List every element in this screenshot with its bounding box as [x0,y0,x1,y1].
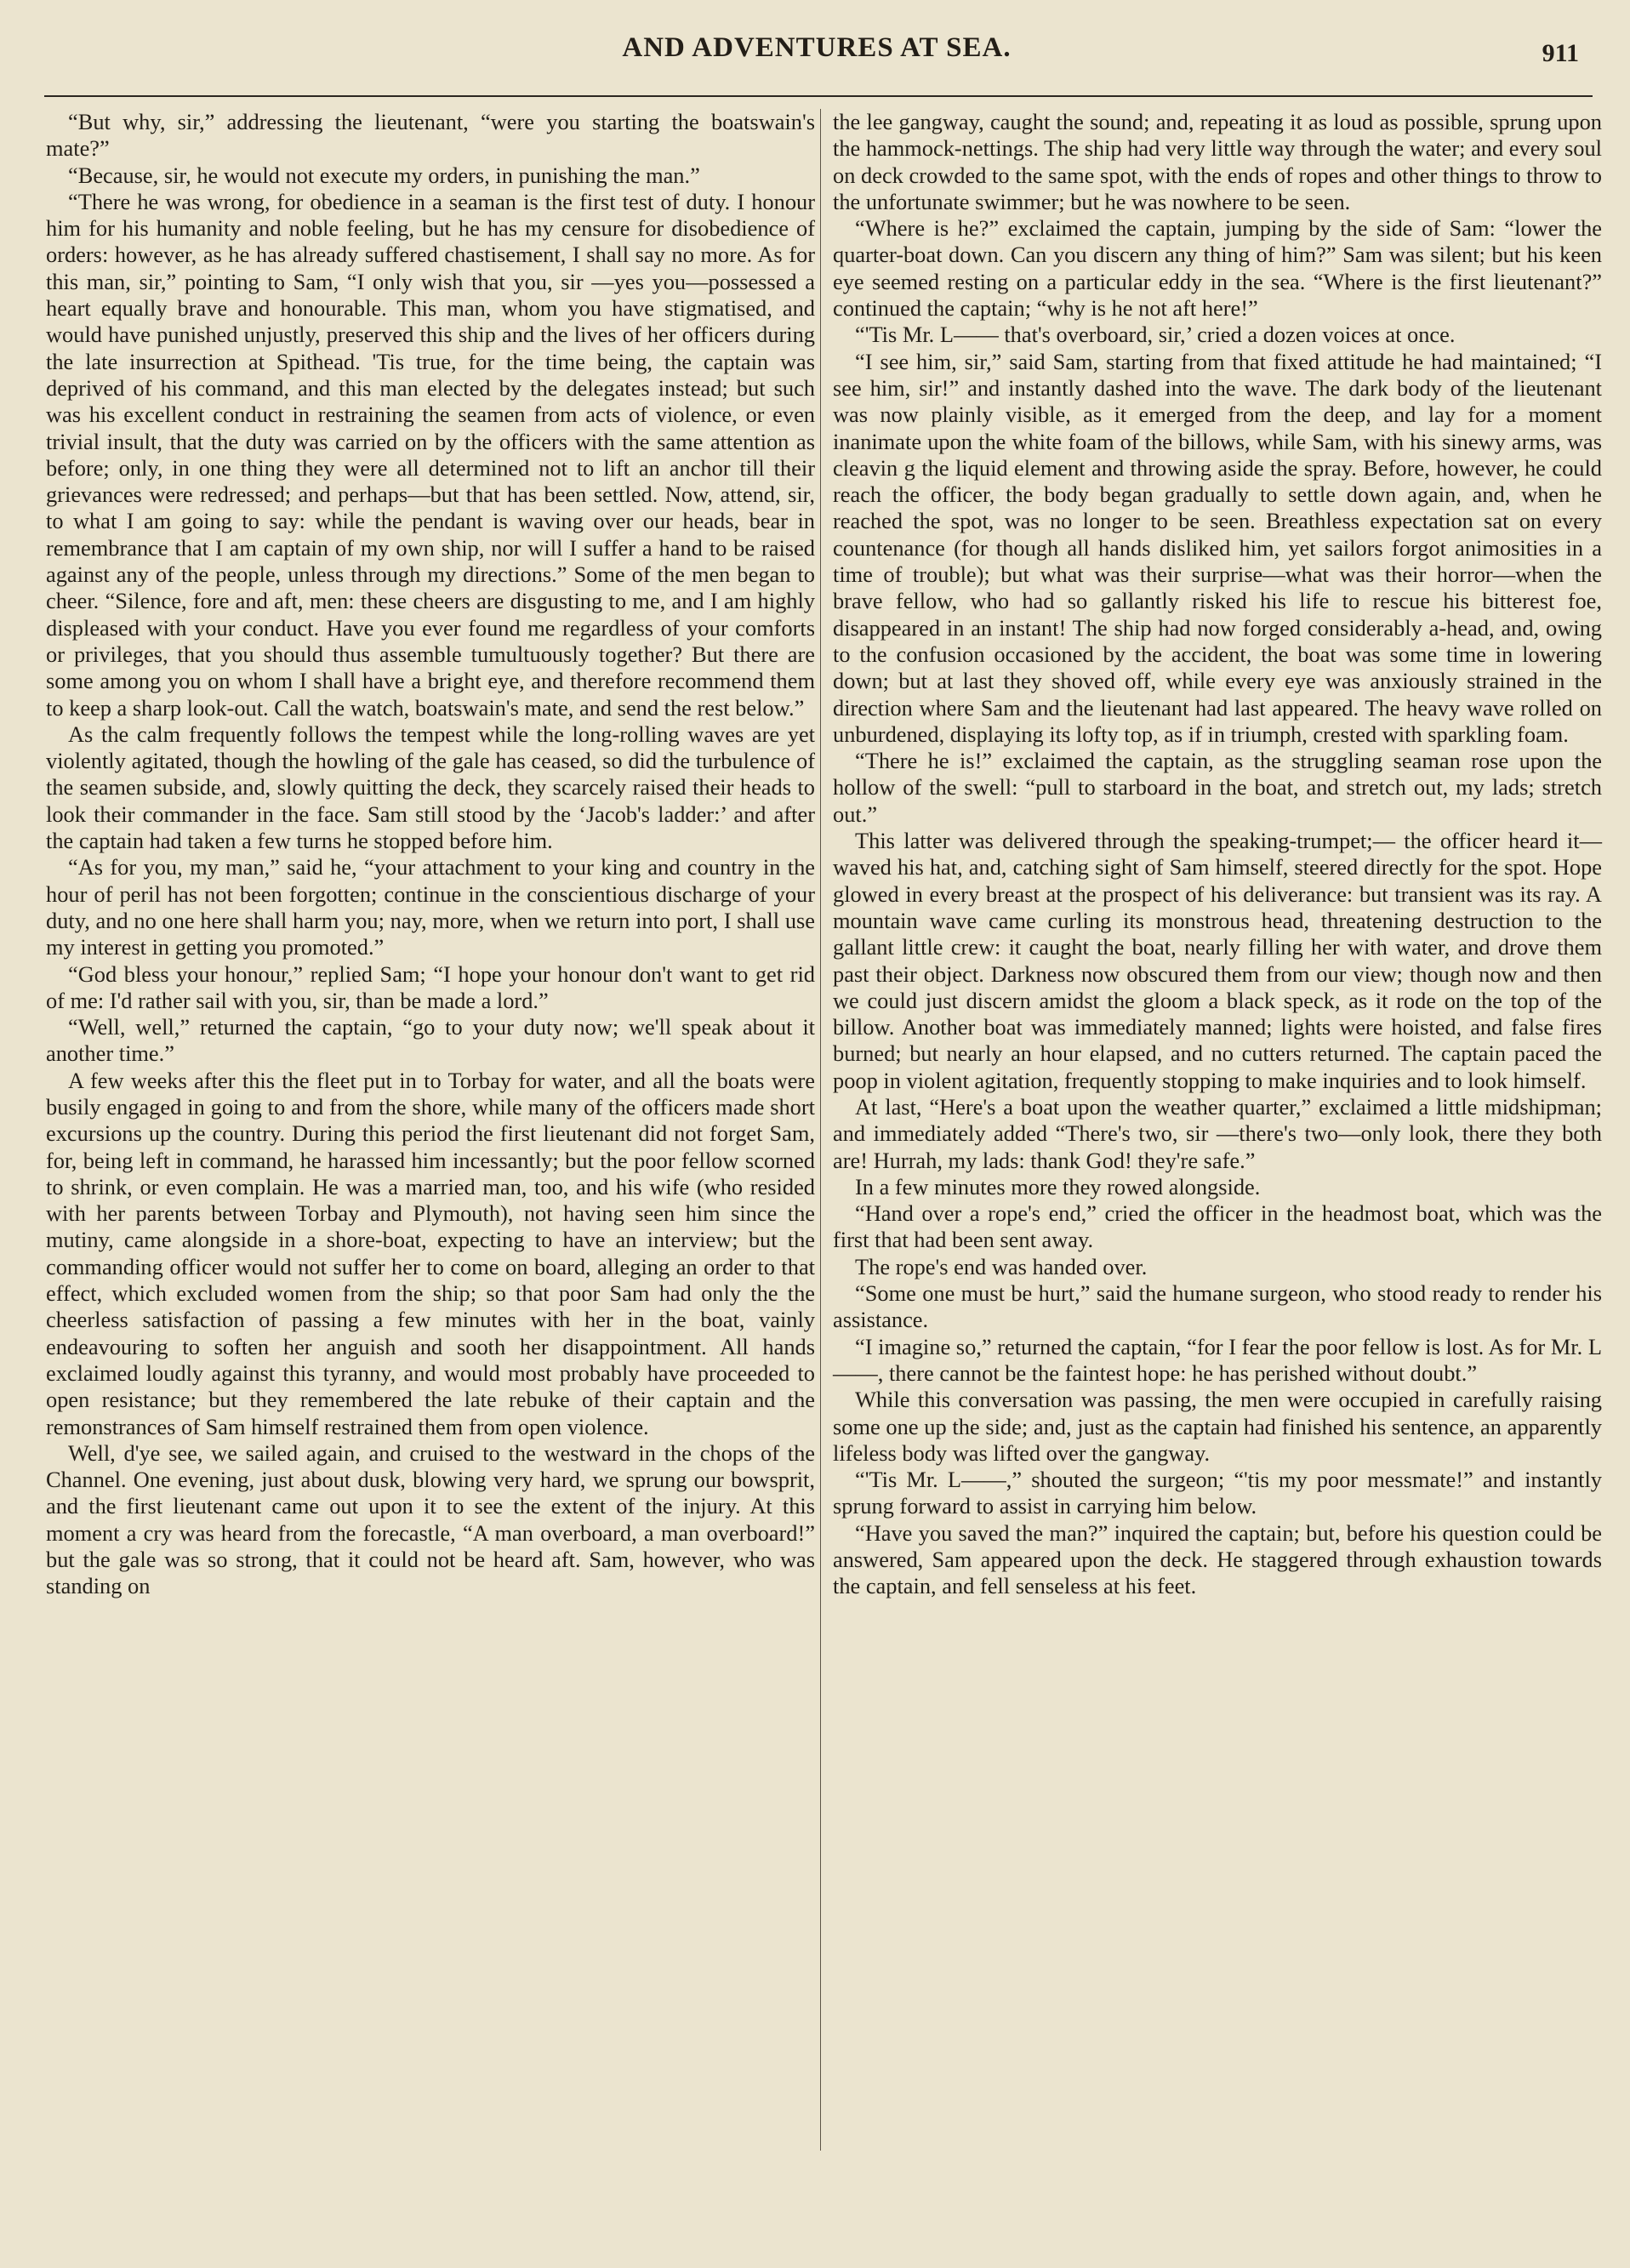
paragraph: “Because, sir, he would not execute my orders, in punishing the man.” [68,162,700,188]
paragraph: “There he was wrong, for obedience in a seaman is the first test of duty. I honour him for his humanity and noble feeling, but he has my censure for disobedience of orders: however, as he has already suffered chastisement, I shall say no more. As for this man, sir,” pointing to Sam, “I only wish that you, sir —yes you—possessed a heart equally brave and honourable. This man, whom you have stigmatised, and would have punished unjustly, preserved this ship and the lives of her officers during the late insurrection at Spithead. 'Tis true, for the time being, the captain was deprived of his command, and this man elected by the delegates instead; but such was his excellent conduct in restraining the seamen from acts of violence, or even trivial insult, that the duty was carried on by the officers with the same attention as before; only, in one thing they were all determined not to lift an anchor till their grievances were redressed; and perhaps—but that has been settled. Now, attend, sir, to what I am going to say: while the pendant is waving over our heads, bear in remembrance that I am captain of my own ship, nor will I suffer a hand to be raised against any of the people, unless through my directions.” Some of the men began to cheer. “Silence, fore and aft, men: these cheers are disgusting to me, and I am highly displeased with your conduct. Have you ever found me regardless of your comforts or privileges, that you should thus assemble tumultuously together? But there are some among you on whom I shall have a bright eye, and therefore recommend them to keep a sharp look-out. Call the watch, boatswain's mate, and send the rest below.” [46,188,815,721]
paragraph: While this conversation was passing, the men were occupied in carefully raising some one up the side; and, just as the captain had finished his sentence, an apparently lifeless body was lifted over the gangway. [833,1387,1602,1466]
paragraph-continued: the lee gangway, caught the sound; and, repeating it as loud as possible, sprung upon the hammock-nettings. The ship had very little way through the water; and every soul on deck crowded to the same spot, with the ends of ropes and other things to throw to the unfortunate swimmer; but he was nowhere to be seen. [833,109,1602,214]
left-column [46,109,815,1600]
paragraph: “Some one must be hurt,” said the humane surgeon, who stood ready to render his assistance. [833,1280,1602,1333]
paragraph: In a few minutes more they rowed alongside. [855,1173,1261,1200]
paragraph: “Hand over a rope's end,” cried the officer in the headmost boat, which was the first that had been sent away. [833,1200,1602,1253]
paragraph: “'Tis Mr. L——,” shouted the surgeon; “'tis my poor messmate!” and instantly sprung forward to assist in carrying him below. [833,1467,1602,1519]
paragraph: A few weeks after this the fleet put in to Torbay for water, and all the boats were busily engaged in going to and from the shore, while many of the officers made short excursions up the country. During this period the first lieutenant did not forget Sam, for, being left in command, he harassed him incessantly; but the poor fellow scorned to shrink, or even complain. He was a married man, too, and his wife (who resided with her parents between Torbay and Plymouth), not having seen him since the mutiny, came alongside in a shore-boat, expecting to have an interview; but the commanding officer would not suffer her to come on board, alleging an order to that effect, which excluded women from the ship; so that poor Sam had only the the cheerless satisfaction of passing a few minutes with her in the boat, vainly endeavouring to soften her anguish and sooth her disappointment. All hands exclaimed loudly against this tyranny, and would most probably have proceeded to open resistance; but they remembered the late rebuke of their captain and the remonstrances of Sam himself restrained them from open violence. [46,1067,815,1439]
paragraph: As the calm frequently follows the tempest while the long-rolling waves are yet violently agitated, though the howling of the gale has ceased, so did the turbulence of the seamen subside, and, slowly quitting the deck, they scarcely raised their heads to look their commander in the face. Sam still stood by the ‘Jacob's ladder:’ and after the captain had taken a few turns he stopped before him. [46,721,815,854]
paragraph: At last, “Here's a boat upon the weather quarter,” exclaimed a little midshipman; and immediately added “There's two, sir —there's two—only look, there they both are! Hurrah, my lads: thank God! they're safe.” [833,1093,1602,1173]
paragraph: “There he is!” exclaimed the captain, as the struggling seaman rose upon the hollow of the swell: “pull to starboard in the boat, and stretch out, my lads; stretch out.” [833,748,1602,827]
right-column [833,109,1602,1600]
paragraph: This latter was delivered through the speaking-trumpet;— the officer heard it—waved his hat, and, catching sight of Sam himself, steered directly for the spot. Hope glowed in every breast at the prospect of his deliverance: but transient was its ray. A mountain wave came curling its monstrous head, threatening destruction to the gallant little crew: it caught the boat, nearly filling her with water, and drove them past their object. Darkness now obscured them from our view; though now and then we could just discern amidst the gloom a black speck, as it rode on the top of the billow. Another boat was immediately manned; lights were hoisted, and false fires burned; but nearly an hour elapsed, and no cutters returned. The captain paced the poop in violent agitation, frequently stopping to make inquiries and to look himself. [833,828,1602,1093]
paragraph: “As for you, my man,” said he, “your attachment to your king and country in the hour of peril has not been forgotten; continue in the conscientious discharge of your duty, and no one here shall harm you; nay, more, when we return into port, I shall use my interest in getting you promoted.” [46,854,815,960]
paragraph: “'Tis Mr. L—— that's overboard, sir,’ cried a dozen voices at once. [855,322,1456,348]
paragraph: The rope's end was handed over. [855,1253,1148,1279]
header-rule [44,95,1593,97]
column-divider [820,109,821,2151]
paragraph: “But why, sir,” addressing the lieutenant, “were you starting the boatswain's mate?” [46,109,815,162]
paragraph: “God bless your honour,” replied Sam; “I hope your honour don't want to get rid of me: I'd rather sail with you, sir, than be made a lord.” [46,960,815,1013]
paragraph: “Have you saved the man?” inquired the captain; but, before his question could be answered, Sam appeared upon the deck. He staggered through exhaustion towards the captain, and fell senseless at his feet. [833,1519,1602,1599]
running-title: AND ADVENTURES AT SEA. [622,32,1012,63]
paragraph: “I see him, sir,” said Sam, starting from that fixed attitude he had maintained; “I see him, sir!” and instantly dashed into the wave. The dark body of the lieutenant was now plainly visible, as it emerged from the deep, and lay for a moment inanimate upon the white foam of the billows, while Sam, with his sinewy arms, was cleavin g the liquid element and throwing aside the spray. Before, however, he could reach the officer, the body began gradually to settle down again, and, when he reached the spot, was no longer to be seen. Breathless expectation sat on every countenance (for though all hands disliked him, yet sailors forgot animosities in a time of trouble); but what was their surprise—what was their horror—when the brave fellow, who had so gallantly risked his life to rescue his bitterest foe, disappeared in an instant! The ship had now forged considerably a-head, and, owing to the confusion occasioned by the accident, the boat was some time in lowering down; but at last they shoved off, while every eye was anxiously strained in the direction where Sam and the lieutenant had last appeared. The heavy wave rolled on unburdened, displaying its lofty top, as if in triumph, crested with sparkling foam. [833,348,1602,747]
page-number: 911 [1542,39,1579,67]
paragraph: “Well, well,” returned the captain, “go to your duty now; we'll speak about it another time.” [46,1014,815,1067]
page-header [34,0,1599,78]
paragraph: Well, d'ye see, we sailed again, and cruised to the westward in the chops of the Channel. One evening, just about dusk, blowing very hard, we sprung our bowsprit, and the first lieutenant came out upon it to see the extent of the injury. At this moment a cry was heard from the forecastle, “A man overboard, a man overboard!” but the gale was so strong, that it could not be heard aft. Sam, however, who was standing on [46,1439,815,1599]
paragraph: “Where is he?” exclaimed the captain, jumping by the side of Sam: “lower the quarter-boat down. Can you discern any thing of him?” Sam was silent; but his keen eye seemed resting on a particular eddy in the sea. “Where is the first lieutenant?” continued the captain; “why is he not aft here!” [833,215,1602,322]
paragraph: “I imagine so,” returned the captain, “for I fear the poor fellow is lost. As for Mr. L——, there cannot be the faintest hope: he has perished without doubt.” [833,1333,1602,1386]
